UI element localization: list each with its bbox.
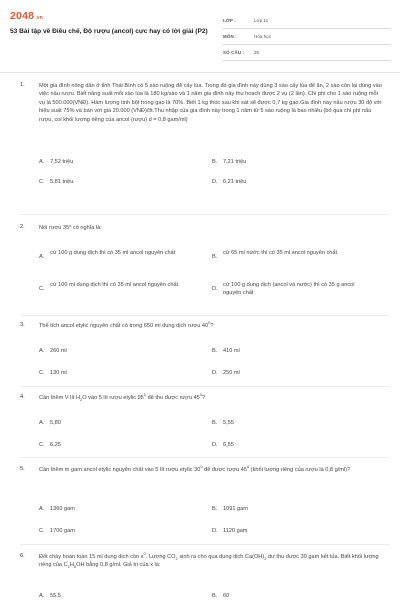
question-4 xyxy=(20,394,392,454)
option-text: 5,55 xyxy=(223,420,234,426)
option-text: 410 ml xyxy=(223,348,240,354)
option-text: 130 ml xyxy=(50,370,67,376)
meta-row-class xyxy=(223,13,391,29)
option-text: cứ 100 ml dung dịch thì có 35 ml ancol nguyên chất xyxy=(50,282,179,288)
option-text: cứ 65 ml nước thì có 35 ml ancol nguyên chất xyxy=(223,250,338,256)
option-letter: C. xyxy=(39,286,45,292)
meta-key: SỐ CÂU : xyxy=(223,50,245,55)
question-text: Cần thêm m gam ancol etylic nguyên chất vào 5 lít rượu etylic $30^0$ để được rượu $45^0$ (khối lượng riêng của rượu là 0,8 g/ml)? xyxy=(39,464,351,473)
option-text: 1700 gam xyxy=(50,528,75,534)
option-text: 55,5 xyxy=(50,593,61,599)
meta-key: MÔN : xyxy=(223,34,237,39)
question-text: Nói rượu 35⁰ có nghĩa là: xyxy=(39,225,102,231)
question-number: 3. xyxy=(20,322,25,328)
option-letter: B. xyxy=(212,254,218,260)
question-number: 4. xyxy=(20,394,25,400)
question-3 xyxy=(20,322,392,382)
meta-table xyxy=(223,13,391,61)
question-number: 5. xyxy=(20,466,25,472)
option-letter: B. xyxy=(212,420,218,426)
option-text: cứ 100 g dung dịch thì có 35 ml ancol nguyên chất xyxy=(50,250,176,256)
option-letter: D. xyxy=(212,179,218,185)
option-text: 1091 gam xyxy=(223,506,248,512)
option-letter: A. xyxy=(39,593,45,599)
option-letter: C. xyxy=(39,442,45,448)
option-text: 1120 gam xyxy=(223,528,248,534)
document-title: 53 Bài tập về Điều chế, Độ rượu (ancol) cực hay có lời giải (P2) xyxy=(10,28,208,35)
option-text: 5,81 triệu xyxy=(50,179,74,185)
meta-value: Hóa học xyxy=(254,34,272,39)
option-letter: B. xyxy=(212,348,218,354)
question-text: Thể tích ancol etylic nguyên chất có trong 650 ml dung dịch rượu $40^0$? xyxy=(39,320,214,329)
logo-text: 2048 xyxy=(10,10,35,22)
option-letter: A. xyxy=(39,506,45,512)
question-5 xyxy=(20,466,392,538)
option-letter: B. xyxy=(212,506,218,512)
header-divider xyxy=(0,72,400,73)
question-number: 2. xyxy=(20,224,25,230)
question-2 xyxy=(20,224,392,310)
option-letter: B. xyxy=(212,593,218,599)
option-letter: D. xyxy=(212,528,218,534)
option-text: 7,21 triệu xyxy=(223,159,247,165)
option-letter: C. xyxy=(39,528,45,534)
question-number: 1. xyxy=(20,82,25,88)
option-text: 6,21 triệu xyxy=(223,179,247,185)
option-letter: D. xyxy=(212,442,218,448)
option-letter: B. xyxy=(212,159,218,165)
meta-value: 25 xyxy=(254,50,260,55)
question-separator xyxy=(20,386,390,387)
question-text: Đốt cháy hoàn toàn 15 ml dung dịch cồn $x^0$. Lượng $CO_2$ sinh ra cho qua dung dịch $Ca(OH)_2$ dư thu được 30 gam kết tủa. Biết khối lượng riêng của $C_2H_5OH$ bằng 0,8 g/ml. Giá trị của x là: xyxy=(39,551,379,570)
option-text: 60 xyxy=(223,593,230,599)
option-letter: C. xyxy=(39,370,45,376)
option-letter: D. xyxy=(212,370,218,376)
question-text: Cần thêm V lít $H_2O$ vào 5 lít rượu etylic $95^0$ để thu được rượu $45^0$? xyxy=(39,392,206,403)
option-letter: A. xyxy=(39,348,45,354)
option-text: 6,55 xyxy=(223,442,234,448)
option-text: 5,80 xyxy=(50,420,61,426)
option-text: cứ 100 g dung dịch (ancol và nước) thì có 35 g ancol nguyên chất xyxy=(223,282,355,296)
option-letter: C. xyxy=(39,179,45,185)
option-letter: A. xyxy=(39,254,45,260)
question-1 xyxy=(20,82,392,185)
option-text: 1360 gam xyxy=(50,506,75,512)
meta-row-subject xyxy=(223,29,391,45)
question-separator xyxy=(20,457,390,458)
header xyxy=(0,0,400,60)
option-text: 6,25 xyxy=(50,442,61,448)
option-letter: A. xyxy=(39,420,45,426)
option-letter: D. xyxy=(212,286,218,292)
option-letter: A. xyxy=(39,159,45,165)
logo-suffix: .vn xyxy=(35,15,43,21)
option-text: 250 ml xyxy=(223,370,240,376)
question-6 xyxy=(20,553,392,600)
option-text: 7,52 triệu xyxy=(50,159,74,165)
question-number: 6. xyxy=(20,553,25,559)
site-logo[interactable] xyxy=(10,10,43,22)
question-text: Một gia đình nông dân ở tỉnh Thái Bình có 5 sào ruộng để cấy lúa. Trong đó gia đình này dùng 3 sào cấy lúa để ăn, 2 sào còn lại dùng vào việc nấu rượu. Biết năng suất mỗi sào lúa là 180 kg/sào và 1 năm gia đình này thu hoạch được 2 vụ (2 lần). Chi phí cho 1 sào ruộng mỗi vụ là 500.000(VNĐ). Hàm lượng tinh bột trong gạo là 70%. Biết 1 kg thóc sau khi sát sẽ được 0,7 kg gạo.Gia đình này nấu rượu 30 độ với hiệu suất 75% và bán với giá 20.000 (VNĐ)/lít.Thu nhập của gia đình này trong 1 năm từ 5 sào ruộng là bao nhiêu (bỏ qua chi phí nấu rượu, coi khối lượng riêng của ancol (rượu) d = 0,8 gam/ml) xyxy=(39,83,382,123)
question-separator xyxy=(20,214,390,215)
question-separator xyxy=(20,544,390,545)
meta-value: Lớp 11 xyxy=(254,18,269,23)
meta-key: LỚP : xyxy=(223,18,236,23)
meta-row-count xyxy=(223,45,391,61)
option-text: 260 ml xyxy=(50,348,67,354)
question-separator xyxy=(20,315,390,316)
